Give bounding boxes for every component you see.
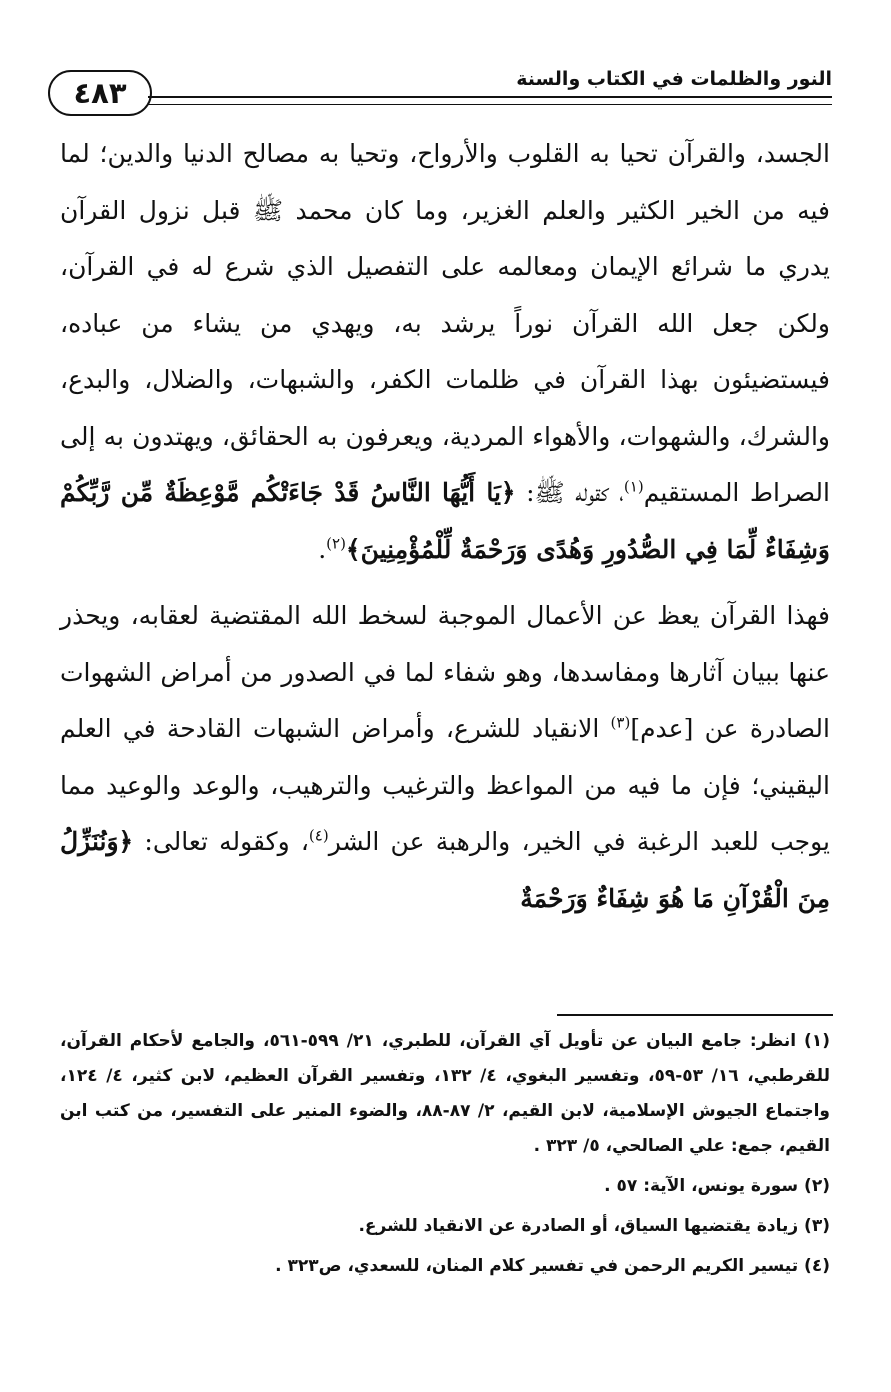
paragraph-2-text-cont: الانقياد للشرع، وأمراض الشبهات القادحة في العلم اليقيني؛ فإن ما فيه من المواعظ والترغيب والترهيب، والوعد والوعيد مما يوجب للعبد الرغبة في الخير، والرهبة عن الشر: [60, 714, 830, 856]
footnote-1: (١) انظر: جامع البيان عن تأويل آي القرآن، للطبري، ٢١/ ٥٩٩-٥٦١، والجامع لأحكام القرآن، للقرطبي، ١٦/ ٥٣-٥٩، وتفسير البغوي، ٤/ ١٣٢، وتفسير القرآن العظيم، لابن كثير، ٤/ ١٢٤، واجتماع الجيوش الإسلامية، لابن القيم، ٢/ ٨٧-٨٨، والضوء المنير على التفسير، من كتب ابن القيم، جمع: علي الصالحي، ٥/ ٣٢٣ .: [60, 1031, 830, 1156]
quran-verse-2: ﴿وَنُنَزِّلُ مِنَ الْقُرْآنِ مَا هُوَ شِفَاءٌ وَرَحْمَةٌ: [60, 827, 830, 913]
footnote-ref-2: (٢): [326, 534, 346, 553]
paragraph-1-text-cont: ، كقوله ﷺ:: [526, 478, 624, 507]
quran-verse-1: ﴿يَا أَيُّهَا النَّاسُ قَدْ جَاءَتْكُم مَّوْعِظَةٌ مِّن رَّبِّكُمْ وَشِفَاءٌ لِّمَا فِي الصُّدُورِ وَهُدًى وَرَحْمَةٌ لِّلْمُؤْمِنِينَ﴾: [60, 478, 830, 564]
page-header: [48, 66, 832, 122]
paragraph-1-end: .: [318, 534, 327, 564]
footnote-4: (٤) تيسير الكريم الرحمن في تفسير كلام المنان، للسعدي، ص٣٢٣ .: [275, 1256, 830, 1276]
footnote-2: (٢) سورة يونس، الآية: ٥٧ .: [604, 1176, 830, 1196]
footnote-separator: [557, 1014, 833, 1016]
footnotes: [60, 1024, 830, 1284]
footnote-ref-4: (٤): [308, 826, 329, 845]
header-rule: [148, 96, 832, 105]
footnote-3: (٣) زيادة يقتضيها السياق، أو الصادرة عن الانقياد للشرع.: [358, 1216, 830, 1236]
footnote-ref-1: (١): [623, 477, 644, 496]
paragraph-2-text: فهذا القرآن يعظ عن الأعمال الموجبة لسخط الله المقتضية لعقابه، ويحذر عنها ببيان آثارها ومفاسدها، وهو شفاء لما في الصدور من أمراض الشهوات الصادرة عن [عدم]: [60, 601, 830, 743]
paragraph-1: [60, 126, 830, 578]
main-text: [60, 126, 830, 927]
paragraph-2-text-end: ، وكقوله تعالى:: [144, 827, 309, 856]
footnote-ref-3: (٣): [610, 713, 631, 732]
paragraph-2: [60, 588, 830, 927]
running-title: النور والظلمات في الكتاب والسنة: [516, 68, 832, 90]
paragraph-1-text: الجسد، والقرآن تحيا به القلوب والأرواح، وتحيا به مصالح الدنيا والدين؛ لما فيه من الخير الكثير والعلم الغزير، وما كان محمد ﷺ قبل نزول القرآن يدري ما شرائع الإيمان ومعالمه على التفصيل الذي شرع له في القرآن، ولكن جعل الله القرآن نوراً يرشد به، ويهدي من يشاء من عباده، فيستضيئون بهذا القرآن في ظلمات الكفر، والشبهات، والضلال، والبدع، والشرك، والشهوات، والأهواء المردية، ويعرفون به الحقائق، ويهتدون به إلى الصراط المستقيم: [60, 139, 830, 507]
page-number: ٤٨٣: [48, 70, 152, 116]
